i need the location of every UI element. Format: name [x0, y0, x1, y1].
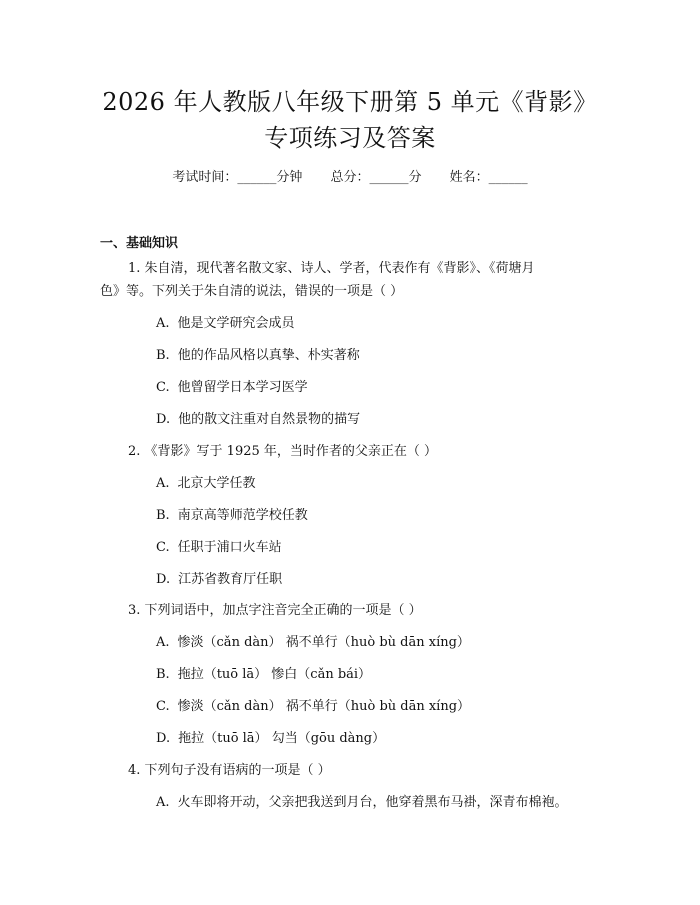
option-text: 拖拉（tuō lā） 惨白（cǎn bái） — [177, 667, 372, 682]
option-letter: D. — [156, 731, 171, 746]
option-text: 任职于浦口火车站 — [177, 540, 282, 555]
option-text: 他曾留学日本学习医学 — [177, 380, 308, 395]
option-text: 南京高等师范学校任教 — [177, 508, 308, 523]
section-heading-basic: 一、基础知识 — [100, 236, 179, 251]
option-text: 惨淡（cǎn dàn） 祸不单行（huò bù dān xíng） — [177, 635, 470, 650]
exam-time-field: 考试时间：______分钟 — [172, 170, 303, 185]
question-4-stem: 4. 下列句子没有语病的一项是（ ） — [128, 763, 331, 778]
option-text: 江苏省教育厅任职 — [178, 572, 283, 587]
option-letter: B. — [156, 348, 170, 363]
exam-meta — [0, 168, 700, 188]
option-text: 他的散文注重对自然景物的描写 — [178, 412, 361, 427]
question-1-option-c — [156, 378, 308, 398]
page-title-line2: 专项练习及答案 — [264, 124, 436, 152]
question-3-option-b — [156, 665, 371, 685]
question-3-option-a — [156, 633, 470, 653]
question-2-option-b — [156, 506, 308, 526]
option-text: 他的作品风格以真挚、朴实著称 — [177, 348, 360, 363]
option-letter: D. — [156, 412, 171, 427]
option-letter: D. — [156, 572, 171, 587]
option-letter: C. — [156, 699, 170, 714]
option-letter: B. — [156, 667, 170, 682]
page-title-line1: 2026 年人教版八年级下册第 5 单元《背影》 — [102, 88, 598, 116]
question-2-option-d — [156, 570, 282, 590]
option-letter: B. — [156, 508, 170, 523]
option-text: 他是文学研究会成员 — [177, 316, 295, 331]
question-3-option-c — [156, 697, 470, 717]
question-1-stem-line1: 1. 朱自清，现代著名散文家、诗人、学者，代表作有《背影》、《荷塘月 — [128, 261, 535, 276]
option-letter: A. — [156, 316, 170, 331]
option-letter: C. — [156, 380, 170, 395]
question-3-stem: 3. 下列词语中，加点字注音完全正确的一项是（ ） — [128, 603, 422, 618]
question-1-option-b — [156, 346, 360, 366]
option-text: 惨淡（cǎn dàn） 祸不单行（huò bù dān xíng） — [177, 699, 471, 714]
question-1-option-a — [156, 314, 295, 334]
question-1-stem-line2: 色》等。下列关于朱自清的说法，错误的一项是（ ） — [100, 284, 404, 299]
option-letter: A. — [156, 476, 170, 491]
option-text: 拖拉（tuō lā） 勾当（gōu dàng） — [178, 731, 386, 746]
question-4-option-a — [156, 793, 568, 813]
option-text: 火车即将开动，父亲把我送到月台，他穿着黑布马褂，深青布棉袍。 — [177, 795, 568, 810]
option-letter: C. — [156, 540, 170, 555]
question-2-option-a — [156, 474, 256, 494]
student-name-field: 姓名：______ — [449, 170, 528, 185]
question-3-option-d — [156, 729, 385, 749]
total-score-field: 总分：______分 — [330, 170, 422, 185]
option-letter: A. — [156, 635, 170, 650]
question-2-option-c — [156, 538, 282, 558]
option-letter: A. — [156, 795, 170, 810]
question-2-stem: 2. 《背影》写于 1925 年，当时作者的父亲正在（ ） — [128, 444, 438, 459]
question-1-option-d — [156, 410, 360, 430]
option-text: 北京大学任教 — [177, 476, 256, 491]
